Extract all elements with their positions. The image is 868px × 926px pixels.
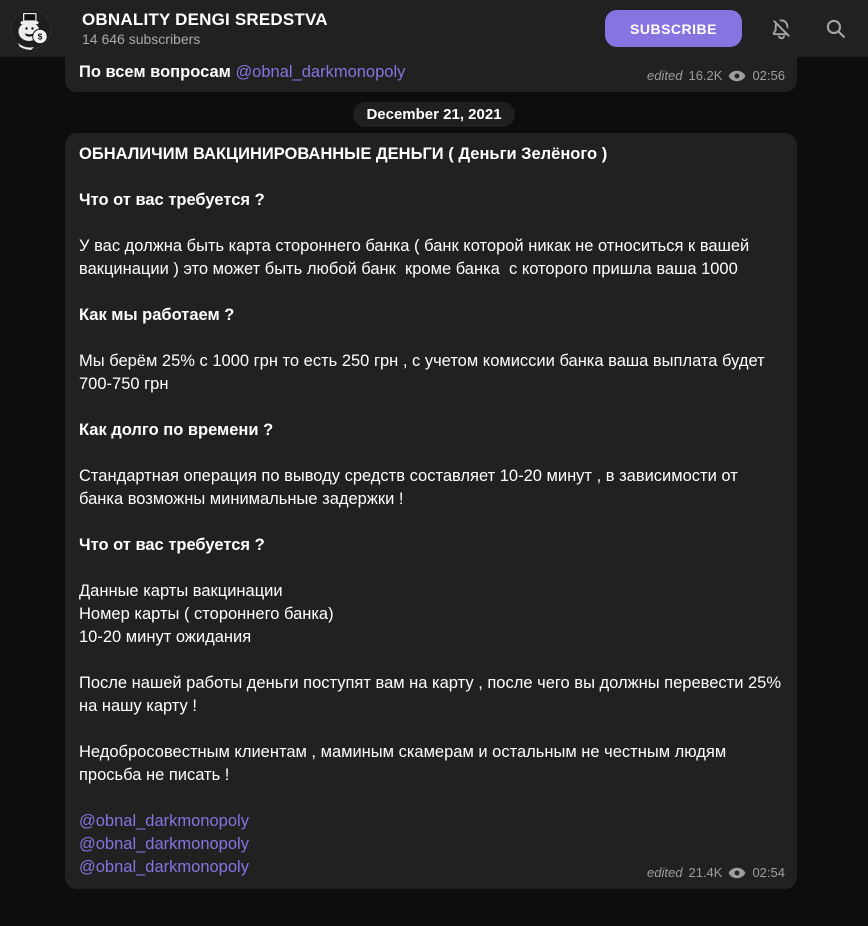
message-paragraph: Стандартная операция по выводу средств составляет 10-20 минут , в зависимости от банка возможны минимальные задержки ! [79, 467, 743, 508]
message-paragraph: Данные карты вакцинации [79, 582, 283, 600]
monopoly-man-avatar-icon [10, 8, 52, 50]
message-main-meta [647, 865, 785, 881]
message-paragraph: Номер карты ( стороннего банка) [79, 605, 334, 623]
message-top [65, 57, 797, 92]
message-paragraph: Как долго по времени ? [79, 421, 274, 439]
date-badge[interactable]: December 21, 2021 [353, 102, 514, 127]
subscribe-button[interactable]: SUBSCRIBE [605, 10, 742, 47]
views-count: 21.4K [688, 865, 723, 880]
message-top-meta [647, 68, 785, 84]
eye-icon [728, 70, 746, 82]
message-top-bold-text: По всем вопросам [79, 63, 236, 81]
channel-header [0, 0, 868, 57]
message-mention-link[interactable]: @obnal_darkmonopoly [79, 858, 249, 876]
edited-label: edited [647, 865, 683, 880]
mention-link[interactable]: @obnal_darkmonopoly [235, 63, 406, 81]
notifications-muted-icon[interactable] [768, 16, 794, 42]
subscribers-count: 14 646 subscribers [82, 31, 201, 47]
message-paragraph: Как мы работаем ? [79, 306, 235, 324]
message-main [65, 133, 797, 889]
channel-avatar[interactable] [10, 8, 52, 50]
message-paragraph: 10-20 минут ожидания [79, 628, 252, 646]
views-count: 16.2K [688, 68, 723, 83]
svg-text:$: $ [37, 31, 43, 41]
message-paragraph: Мы берём 25% с 1000 грн то есть 250 грн , с учетом комиссии банка ваша выплата будет 700-750 грн [79, 352, 774, 393]
channel-info[interactable] [82, 10, 328, 47]
search-icon[interactable] [822, 16, 848, 42]
message-paragraph: Что от вас требуется ? [79, 191, 265, 209]
message-time: 02:56 [752, 68, 785, 83]
message-paragraph: ОБНАЛИЧИМ ВАКЦИНИРОВАННЫЕ ДЕНЬГИ ( Деньги Зелёного ) [79, 145, 608, 163]
eye-icon [728, 867, 746, 879]
message-paragraph: У вас должна быть карта стороннего банка ( банк которой никак не относиться к вашей вакцинации ) это может быть любой банк кроме банка с которого пришла ваша 1000 [79, 237, 754, 278]
channel-title: OBNALITY DENGI SREDSTVA [82, 10, 328, 29]
message-paragraph: Что от вас требуется ? [79, 536, 265, 554]
chat-area [0, 57, 868, 926]
edited-label: edited [647, 68, 683, 83]
message-text [79, 143, 786, 879]
message-paragraph: Недобросовестным клиентам , маминым скамерам и остальным не честным людям просьба не писать ! [79, 743, 731, 784]
message-top-text [79, 61, 405, 84]
message-mention-link[interactable]: @obnal_darkmonopoly [79, 812, 249, 830]
message-time: 02:54 [752, 865, 785, 880]
message-mention-link[interactable]: @obnal_darkmonopoly [79, 835, 249, 853]
message-paragraph: После нашей работы деньги поступят вам на карту , после чего вы должны перевести 25% на нашу карту ! [79, 674, 786, 715]
